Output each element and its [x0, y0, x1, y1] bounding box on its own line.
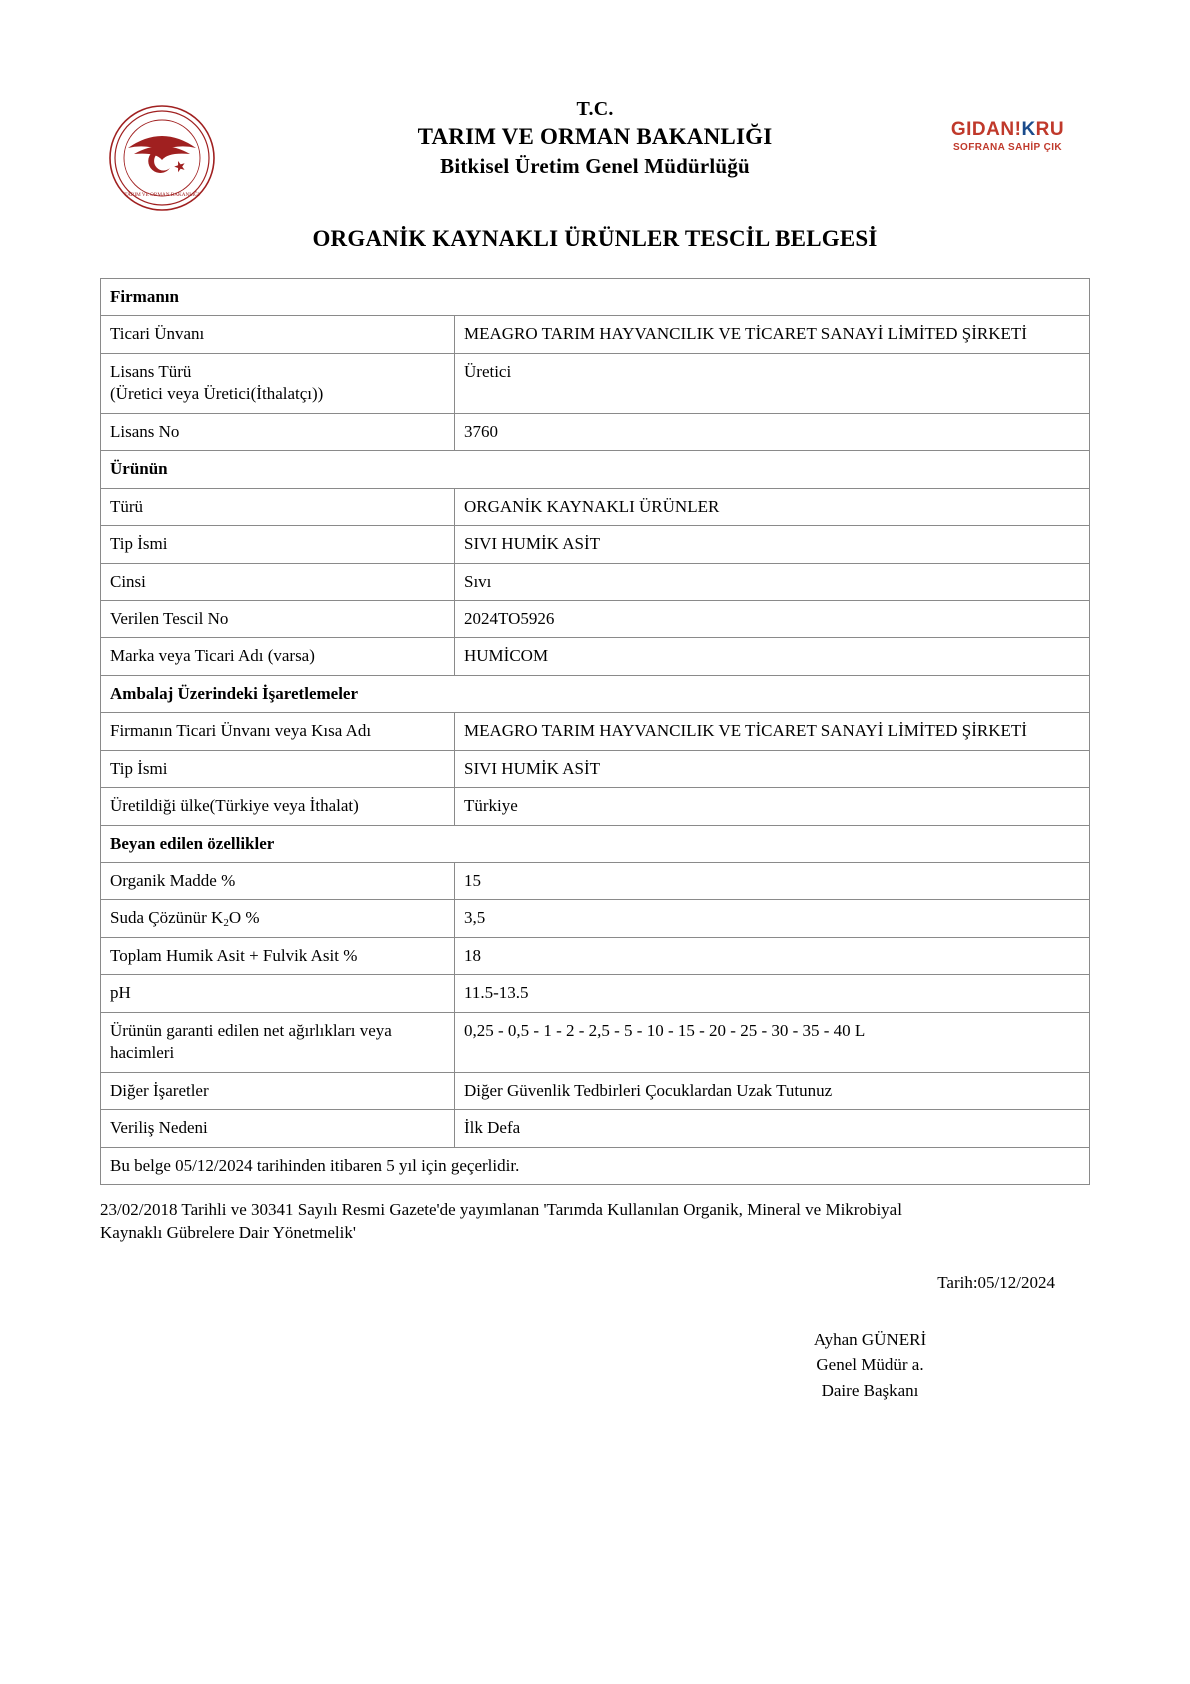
table-row-humik: [101, 937, 1090, 974]
regulation-reference: [100, 1198, 980, 1245]
table-row-organik-madde: [101, 863, 1090, 900]
table-row-section-urun: [101, 451, 1090, 488]
table-row-lisans-turu: [101, 353, 1090, 413]
value-ulke: Türkiye: [455, 788, 1090, 825]
signer-name: Ayhan GÜNERİ: [813, 1329, 927, 1349]
label-ticari-unvani: Ticari Ünvanı: [101, 316, 455, 353]
label-verilis-nedeni: Veriliş Nedeni: [101, 1110, 455, 1147]
value-lisans-turu: Üretici: [455, 353, 1090, 413]
value-diger-isaretler: Diğer Güvenlik Tedbirleri Çocuklardan Uzak Tutunuz: [455, 1072, 1090, 1109]
signer-title-line-2: Daire Başkanı: [821, 1380, 919, 1400]
ministry-emblem-icon: [108, 104, 216, 212]
signature-block: [700, 1327, 1040, 1404]
label-k2o-subscript: 2: [223, 917, 229, 930]
issue-date: Tarih:05/12/2024: [937, 1272, 1055, 1292]
brand-word-2: K: [1021, 119, 1036, 140]
label-lisans-turu-line1: Lisans Türü: [110, 361, 192, 381]
label-lisans-turu-line2: (Üretici veya Üretici(İthalatçı)): [110, 384, 324, 404]
table-row-diger-isaretler: [101, 1072, 1090, 1109]
table-row-k2o: [101, 900, 1090, 937]
label-organik-madde: Organik Madde %: [101, 863, 455, 900]
gidani-koru-logo: [935, 120, 1080, 153]
table-row-section-beyan: [101, 825, 1090, 862]
value-lisans-no: 3760: [455, 413, 1090, 450]
label-lisans-turu: [101, 353, 455, 413]
value-suda-cozunur-k2o: 3,5: [455, 900, 1090, 937]
label-ulke: Üretildiği ülke(Türkiye veya İthalat): [101, 788, 455, 825]
section-header-ambalaj: Ambalaj Üzerindeki İşaretlemeler: [101, 675, 1090, 712]
svg-text:TARIM VE ORMAN BAKANLIĞI: TARIM VE ORMAN BAKANLIĞI: [124, 192, 200, 198]
table-row-agirlik: [101, 1012, 1090, 1072]
label-diger-isaretler: Diğer İşaretler: [101, 1072, 455, 1109]
section-header-urun: Ürünün: [101, 451, 1090, 488]
table-row-cinsi: [101, 563, 1090, 600]
label-lisans-no: Lisans No: [101, 413, 455, 450]
table-row-tescil-no: [101, 600, 1090, 637]
signer-title-line-1: Genel Müdür a.: [816, 1355, 924, 1375]
value-gecerlilik: Bu belge 05/12/2024 tarihinden itibaren 5 yıl için geçerlidir.: [101, 1147, 1090, 1184]
table-row-verilis-nedeni: [101, 1110, 1090, 1147]
value-turu: ORGANİK KAYNAKLI ÜRÜNLER: [455, 488, 1090, 525]
value-ambalaj-unvan: MEAGRO TARIM HAYVANCILIK VE TİCARET SANAYİ LİMİTED ŞİRKETİ: [455, 713, 1090, 750]
table-row-ph: [101, 975, 1090, 1012]
label-net-agirlik: [101, 1012, 455, 1072]
value-organik-madde: 15: [455, 863, 1090, 900]
brand-top-text: [935, 120, 1080, 139]
document-header: [100, 90, 1090, 200]
brand-word-1: GIDAN!: [950, 119, 1022, 140]
table-row-ticari-unvani: [101, 316, 1090, 353]
label-k2o-part1: Suda Çözünür K: [110, 908, 224, 928]
table-row-ambalaj-unvan: [101, 713, 1090, 750]
value-tescil-no: 2024TO5926: [455, 600, 1090, 637]
header-line-ministry: TARIM VE ORMAN BAKANLIĞI: [417, 124, 773, 149]
table-row-marka: [101, 638, 1090, 675]
value-marka: HUMİCOM: [455, 638, 1090, 675]
header-line-country: T.C.: [576, 98, 614, 120]
table-row-gecerlilik: [101, 1147, 1090, 1184]
header-line-directorate: Bitkisel Üretim Genel Müdürlüğü: [440, 154, 750, 178]
label-net-agirlik-line1: Ürünün garanti edilen net ağırlıkları veya: [110, 1020, 392, 1040]
label-cinsi: Cinsi: [101, 563, 455, 600]
brand-bottom-text: SOFRANA SAHİP ÇIK: [952, 142, 1063, 153]
label-tip-ismi: Tip İsmi: [101, 526, 455, 563]
label-ambalaj-unvan: Firmanın Ticari Ünvanı veya Kısa Adı: [101, 713, 455, 750]
label-ph: pH: [101, 975, 455, 1012]
table-row-section-firma: [101, 279, 1090, 316]
certificate-table: [100, 278, 1090, 1185]
value-verilis-nedeni: İlk Defa: [455, 1110, 1090, 1147]
section-header-firma: Firmanın: [101, 279, 1090, 316]
value-ambalaj-tip: SIVI HUMİK ASİT: [455, 750, 1090, 787]
label-tescil-no: Verilen Tescil No: [101, 600, 455, 637]
value-ticari-unvani: MEAGRO TARIM HAYVANCILIK VE TİCARET SANAYİ LİMİTED ŞİRKETİ: [455, 316, 1090, 353]
value-ph: 11.5-13.5: [455, 975, 1090, 1012]
table-row-tip-ismi: [101, 526, 1090, 563]
label-humik-fulvik: Toplam Humik Asit + Fulvik Asit %: [101, 937, 455, 974]
page-title: ORGANİK KAYNAKLI ÜRÜNLER TESCİL BELGESİ: [312, 226, 878, 251]
regulation-line-2: Kaynaklı Gübrelere Dair Yönetmelik': [100, 1223, 356, 1243]
label-ambalaj-tip: Tip İsmi: [101, 750, 455, 787]
table-row-turu: [101, 488, 1090, 525]
value-net-agirlik: 0,25 - 0,5 - 1 - 2 - 2,5 - 5 - 10 - 15 - 20 - 25 - 30 - 35 - 40 L: [455, 1012, 1090, 1072]
value-tip-ismi: SIVI HUMİK ASİT: [455, 526, 1090, 563]
table-row-section-ambalaj: [101, 675, 1090, 712]
label-turu: Türü: [101, 488, 455, 525]
label-net-agirlik-line2: hacimleri: [110, 1043, 175, 1063]
table-row-ulke: [101, 788, 1090, 825]
value-cinsi: Sıvı: [455, 563, 1090, 600]
table-row-ambalaj-tip: [101, 750, 1090, 787]
table-row-lisans-no: [101, 413, 1090, 450]
regulation-line-1: 23/02/2018 Tarihli ve 30341 Sayılı Resmi Gazete'de yayımlanan 'Tarımda Kullanılan Organik, Mineral ve Mikrobiyal: [100, 1199, 902, 1219]
label-k2o-part2: O %: [228, 908, 260, 928]
label-suda-cozunur-k2o: [101, 900, 455, 937]
section-header-beyan: Beyan edilen özellikler: [101, 825, 1090, 862]
label-marka: Marka veya Ticari Adı (varsa): [101, 638, 455, 675]
value-humik-fulvik: 18: [455, 937, 1090, 974]
brand-word-3: RU: [1035, 119, 1065, 140]
